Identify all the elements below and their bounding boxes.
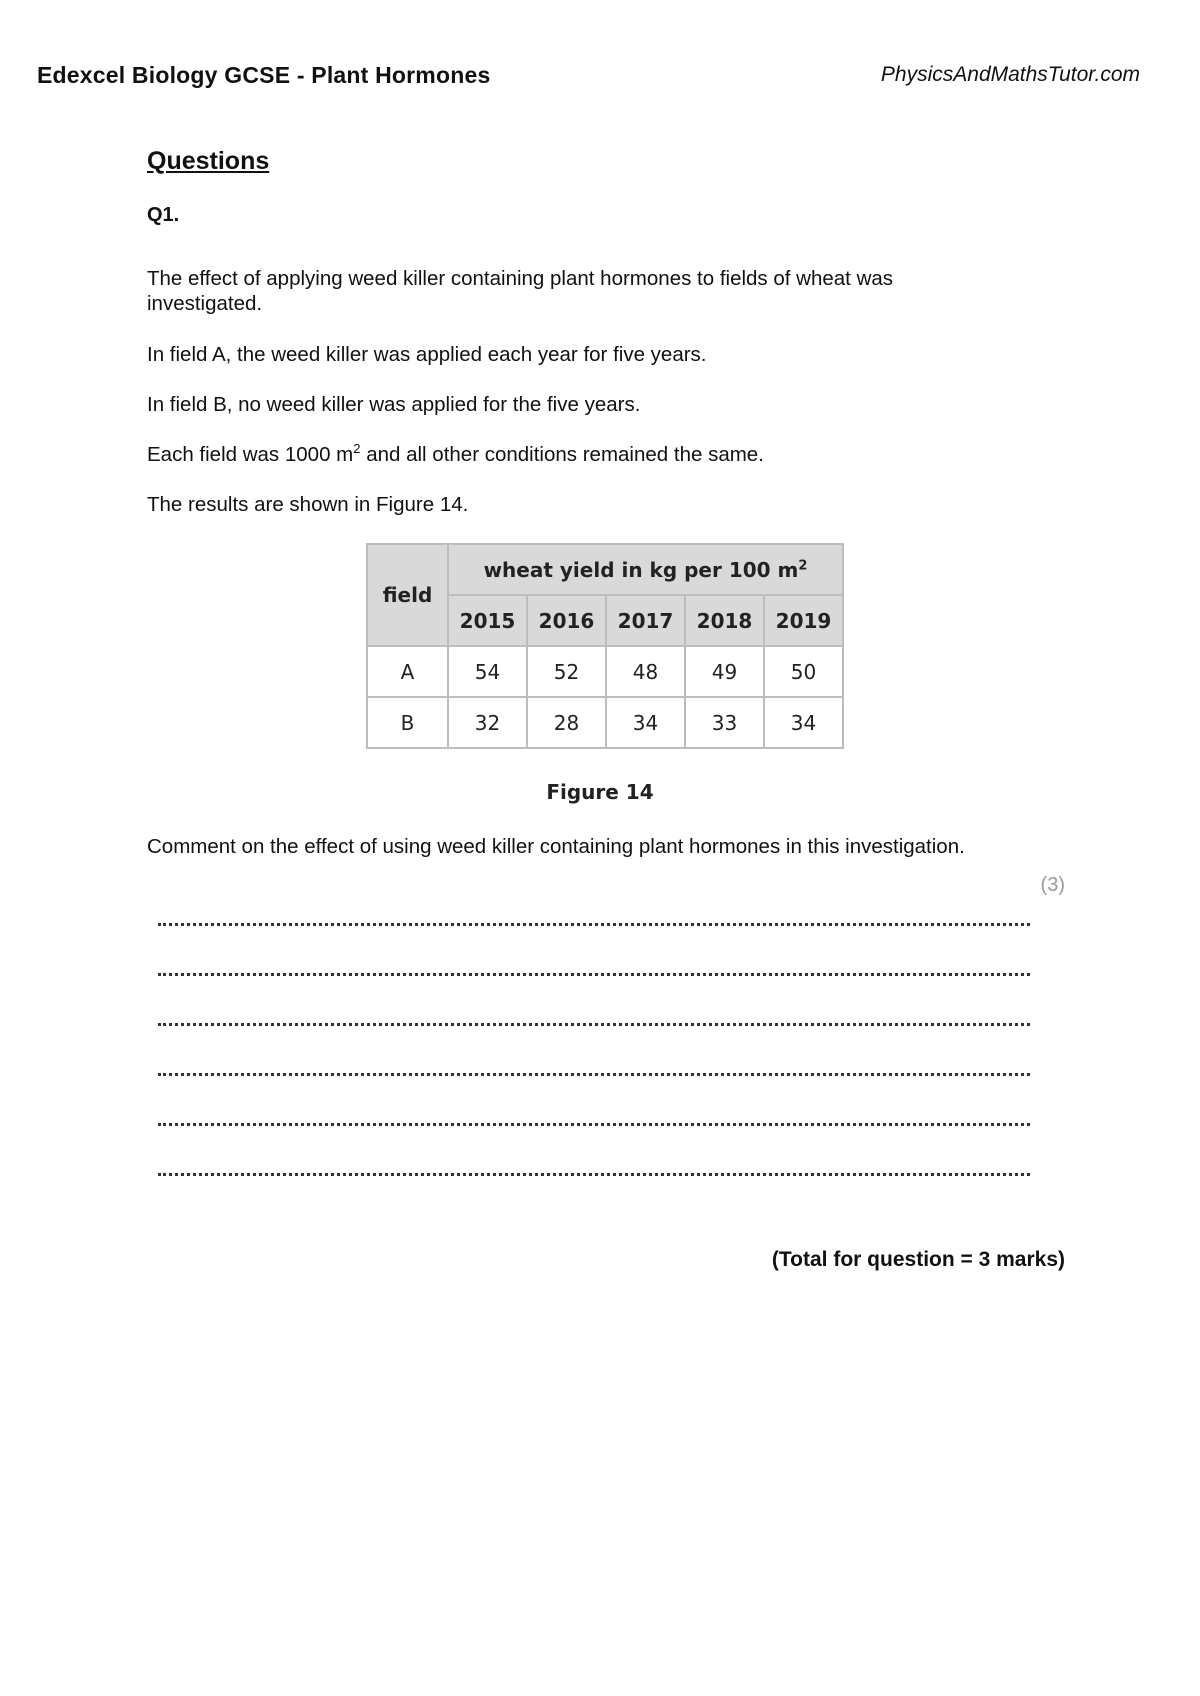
question-prompt: Comment on the effect of using weed killer containing plant hormones in this investigation. [147,835,965,858]
field-a-description: In field A, the weed killer was applied each year for five years. [147,343,707,366]
table-row [367,697,843,748]
year-header: 2015 [448,595,527,646]
year-header: 2016 [527,595,606,646]
answer-line[interactable] [158,923,1030,926]
year-header: 2019 [764,595,843,646]
yield-cell: 49 [685,646,764,697]
year-header: 2017 [606,595,685,646]
field-b-description: In field B, no weed killer was applied for the five years. [147,393,641,416]
field-label: B [367,697,448,748]
yield-cell: 34 [606,697,685,748]
site-name: PhysicsAndMathsTutor.com [880,63,1140,86]
results-intro: The results are shown in Figure 14. [147,493,469,516]
answer-line[interactable] [158,1023,1030,1026]
answer-line[interactable] [158,1073,1030,1076]
yield-cell: 33 [685,697,764,748]
yield-cell: 34 [764,697,843,748]
question-intro: The effect of applying weed killer containing plant hormones to fields of wheat was investigated. [147,267,894,315]
yield-header-superscript: 2 [798,557,808,573]
field-area-statement [147,442,987,467]
question-number: Q1. [147,204,180,226]
area-superscript: 2 [353,441,361,457]
yield-header [448,544,843,595]
year-header: 2018 [685,595,764,646]
yield-cell: 32 [448,697,527,748]
area-text-after: and all other conditions remained the same. [360,443,764,466]
field-header: field [367,544,448,646]
yield-cell: 52 [527,646,606,697]
section-title: Questions [147,147,270,175]
field-label: A [367,646,448,697]
table-row [367,646,843,697]
table-header-row [367,544,843,595]
marks-indicator: (3) [1040,874,1065,896]
wheat-yield-table [366,543,844,749]
area-text-before: Each field was 1000 m [147,443,354,466]
figure-caption: Figure 14 [546,780,654,804]
answer-line[interactable] [158,1123,1030,1126]
document-header-title: Edexcel Biology GCSE - Plant Hormones [37,62,491,88]
answer-line[interactable] [158,973,1030,976]
yield-cell: 48 [606,646,685,697]
total-marks: (Total for question = 3 marks) [771,1248,1065,1271]
yield-cell: 50 [764,646,843,697]
yield-cell: 28 [527,697,606,748]
yield-cell: 54 [448,646,527,697]
yield-header-text: wheat yield in kg per 100 m [483,557,799,582]
answer-line[interactable] [158,1173,1030,1176]
